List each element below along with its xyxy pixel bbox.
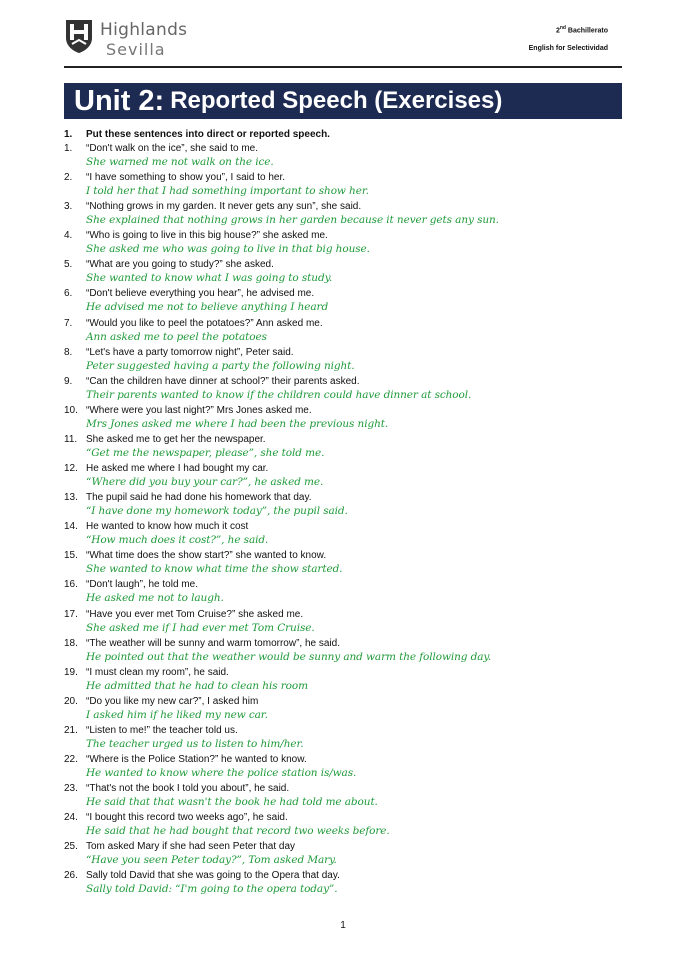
list-item <box>64 492 624 521</box>
item-number: 26. <box>64 870 78 882</box>
list-item <box>64 230 624 259</box>
question-text <box>64 434 266 446</box>
list-item <box>64 783 624 812</box>
question-text <box>64 492 312 504</box>
question-text <box>64 638 340 650</box>
logo-text-sevilla: Sevilla <box>106 40 166 59</box>
question-sentence: “I bought this record two weeks ago”, he said. <box>86 812 288 824</box>
question-text <box>64 288 314 300</box>
list-item <box>64 201 624 230</box>
answer-text: He pointed out that the weather would be sunny and warm the following day. <box>86 650 492 663</box>
question-sentence: “Where were you last night?” Mrs Jones asked me. <box>86 404 312 416</box>
exercise-instruction <box>64 129 330 140</box>
question-sentence: “What time does the show start?” she wanted to know. <box>86 550 327 562</box>
item-number: 23. <box>64 783 78 795</box>
list-item <box>64 434 624 463</box>
answer-text: She asked me if I had ever met Tom Cruise. <box>86 621 315 634</box>
question-sentence: “Where is the Police Station?” he wanted to know. <box>86 753 307 765</box>
answer-text: Their parents wanted to know if the children could have dinner at school. <box>86 388 472 401</box>
question-text <box>64 609 303 621</box>
question-text <box>64 725 238 737</box>
answer-text: “Where did you buy your car?”, he asked me. <box>86 476 324 489</box>
list-item <box>64 259 624 288</box>
question-text <box>64 550 326 562</box>
list-item <box>64 376 624 405</box>
item-number: 18. <box>64 637 78 649</box>
question-sentence: “Listen to me!” the teacher told us. <box>86 724 238 736</box>
answer-text: Sally told David: “I'm going to the opera today”. <box>86 883 338 896</box>
answer-text: He wanted to know where the police station is/was. <box>86 766 357 779</box>
answer-text: I asked him if he liked my new car. <box>86 708 268 721</box>
list-item <box>64 318 624 347</box>
question-text <box>64 521 248 533</box>
question-text <box>64 143 258 155</box>
list-item <box>64 812 624 841</box>
list-item <box>64 754 624 783</box>
list-item <box>64 667 624 696</box>
item-number: 4. <box>64 230 73 242</box>
item-number: 3. <box>64 201 73 213</box>
course-label: 2nd Bachillerato <box>555 25 608 35</box>
item-number: 1. <box>64 143 73 154</box>
list-item <box>64 725 624 754</box>
item-number: 9. <box>64 375 73 387</box>
question-text <box>64 696 258 708</box>
answer-text: He said that he had bought that record two weeks before. <box>86 825 390 838</box>
answer-text: Mrs Jones asked me where I had been the previous night. <box>86 417 389 430</box>
question-text <box>64 347 294 359</box>
item-number: 14. <box>64 521 78 533</box>
page-number: 1 <box>340 920 346 931</box>
answer-text: She asked me who was going to live in that big house. <box>86 243 370 256</box>
question-text <box>64 172 285 184</box>
question-text <box>64 405 312 417</box>
question-text <box>64 230 328 242</box>
answer-text: “How much does it cost?”, he said. <box>86 534 269 547</box>
answer-text: Ann asked me to peel the potatoes <box>86 330 267 343</box>
item-number: 15. <box>64 550 78 562</box>
item-number: 12. <box>64 463 78 475</box>
list-item <box>64 347 624 376</box>
list-item <box>64 870 624 899</box>
question-sentence: “Don't believe everything you hear”, he advised me. <box>86 288 315 300</box>
answer-text: He admitted that he had to clean his room <box>86 679 308 692</box>
list-item <box>64 841 624 870</box>
list-item <box>64 579 624 608</box>
item-number: 22. <box>64 753 78 765</box>
question-sentence: “I have something to show you”, I said to her. <box>86 172 285 184</box>
list-item <box>64 405 624 434</box>
list-item <box>64 521 624 550</box>
question-text <box>64 870 340 882</box>
question-sentence: “Do you like my new car?”, I asked him <box>86 695 259 707</box>
question-text <box>64 201 361 213</box>
header-divider <box>64 66 622 68</box>
question-sentence: “Let's have a party tomorrow night”, Peter said. <box>86 346 294 358</box>
question-sentence: “What are you going to study?” she asked. <box>86 259 274 271</box>
item-number: 21. <box>64 724 78 736</box>
answer-text: She wanted to know what I was going to study. <box>86 272 333 285</box>
logo-text-highlands: Highlands <box>100 20 188 40</box>
question-sentence: “Would you like to peel the potatoes?” Ann asked me. <box>86 317 323 329</box>
list-item <box>64 143 624 172</box>
question-sentence: “That's not the book I told you about”, he said. <box>86 783 290 795</box>
item-number: 20. <box>64 695 78 707</box>
answer-text: I told her that I had something important to show her. <box>86 185 369 198</box>
list-item <box>64 288 624 317</box>
question-sentence: Tom asked Mary if she had seen Peter that day <box>86 841 295 853</box>
item-number: 8. <box>64 346 73 358</box>
page-header <box>0 0 686 72</box>
question-text <box>64 579 198 591</box>
question-text <box>64 812 288 824</box>
question-text <box>64 841 295 853</box>
item-number: 5. <box>64 259 73 271</box>
question-text <box>64 318 323 330</box>
question-text <box>64 259 274 271</box>
question-sentence: He asked me where I had bought my car. <box>86 463 269 475</box>
question-sentence: She asked me to get her the newspaper. <box>86 433 266 445</box>
answer-text: He said that that wasn't the book he had told me about. <box>86 796 378 809</box>
item-number: 2. <box>64 172 73 184</box>
instruction-text: Put these sentences into direct or reported speech. <box>86 129 330 140</box>
answer-text: She warned me not walk on the ice. <box>86 156 274 168</box>
shield-icon <box>64 18 94 54</box>
item-number: 11. <box>64 433 78 445</box>
list-item <box>64 638 624 667</box>
answer-text: She explained that nothing grows in her garden because it never gets any sun. <box>86 214 499 227</box>
question-sentence: “Can the children have dinner at school?” their parents asked. <box>86 375 360 387</box>
subject-label: English for Selectividad <box>528 45 608 52</box>
answer-text: “Have you seen Peter today?”, Tom asked Mary. <box>86 854 337 867</box>
school-logo <box>64 18 204 62</box>
answer-text: “Get me the newspaper, please”, she told me. <box>86 446 325 459</box>
instruction-number: 1. <box>64 129 73 140</box>
answer-text: He advised me not to believe anything I heard <box>86 301 329 314</box>
question-sentence: Sally told David that she was going to the Opera that day. <box>86 870 340 882</box>
item-number: 19. <box>64 666 78 678</box>
question-text <box>64 754 307 766</box>
answer-text: She wanted to know what time the show started. <box>86 563 343 576</box>
item-number: 17. <box>64 608 78 620</box>
question-sentence: The pupil said he had done his homework that day. <box>86 492 312 504</box>
answer-text: The teacher urged us to listen to him/her. <box>86 737 304 750</box>
list-item <box>64 609 624 638</box>
item-number: 25. <box>64 841 78 853</box>
item-number: 6. <box>64 288 73 300</box>
exercise-list <box>64 143 624 899</box>
item-number: 10. <box>64 404 78 416</box>
page-title <box>64 83 622 119</box>
question-sentence: He wanted to know how much it cost <box>86 521 249 533</box>
list-item <box>64 696 624 725</box>
question-sentence: “Have you ever met Tom Cruise?” she asked me. <box>86 608 304 620</box>
question-text <box>64 376 360 388</box>
question-text <box>64 783 289 795</box>
question-sentence: “Who is going to live in this big house?” she asked me. <box>86 230 328 242</box>
question-text <box>64 463 268 475</box>
item-number: 24. <box>64 812 78 824</box>
question-sentence: “The weather will be sunny and warm tomorrow”, he said. <box>86 637 340 649</box>
item-number: 16. <box>64 579 78 591</box>
question-text <box>64 667 229 679</box>
title-topic: Reported Speech (Exercises) <box>170 87 503 114</box>
question-sentence: “I must clean my room”, he said. <box>86 666 229 678</box>
question-sentence: “Don't walk on the ice”, she said to me. <box>86 143 258 154</box>
answer-text: He asked me not to laugh. <box>86 592 224 605</box>
list-item <box>64 172 624 201</box>
title-unit: Unit 2: <box>74 84 165 117</box>
question-sentence: “Nothing grows in my garden. It never gets any sun”, she said. <box>86 201 362 213</box>
item-number: 13. <box>64 492 78 504</box>
answer-text: “I have done my homework today”, the pupil said. <box>86 505 348 518</box>
list-item <box>64 550 624 579</box>
answer-text: Peter suggested having a party the following night. <box>86 359 355 372</box>
item-number: 7. <box>64 317 73 329</box>
question-sentence: “Don't laugh”, he told me. <box>86 579 198 591</box>
list-item <box>64 463 624 492</box>
